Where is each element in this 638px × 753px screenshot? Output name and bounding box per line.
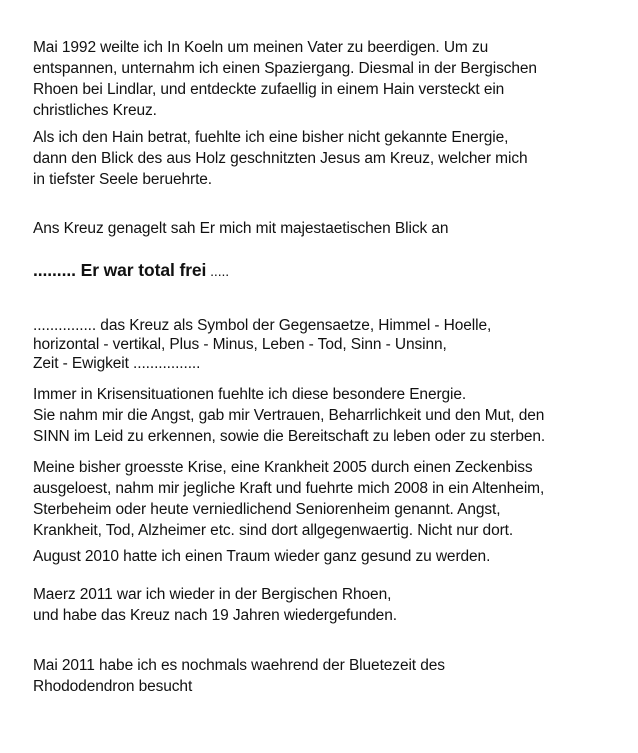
text-line: Ans Kreuz genagelt sah Er mich mit majestaetischen Blick an — [33, 220, 449, 237]
paragraph-8 — [33, 584, 397, 626]
text-line: Mai 1992 weilte ich In Koeln um meinen Vater zu beerdigen. Um zu — [33, 39, 489, 56]
paragraph-6 — [33, 457, 544, 541]
text-line: in tiefster Seele beruehrte. — [33, 171, 212, 188]
text-line: Sterbeheim oder heute verniedlichend Seniorenheim genannt. Angst, — [33, 501, 501, 518]
text-line: Sie nahm mir die Angst, gab mir Vertrauen, Beharrlichkeit und den Mut, den — [33, 407, 545, 424]
text-line: und habe das Kreuz nach 19 Jahren wiedergefunden. — [33, 607, 397, 624]
text-line: Immer in Krisensituationen fuehlte ich diese besondere Energie. — [33, 386, 467, 403]
text-line: Rhododendron besucht — [33, 678, 193, 695]
paragraph-4 — [33, 316, 491, 373]
highlight-statement — [33, 260, 229, 282]
text-line: Maerz 2011 war ich wieder in der Bergischen Rhoen, — [33, 586, 392, 603]
text-line: ............... das Kreuz als Symbol der Gegensaetze, Himmel - Hoelle, — [33, 317, 492, 334]
highlight-trail: ..... — [206, 263, 230, 279]
text-line: Mai 2011 habe ich es nochmals waehrend der Bluetezeit des — [33, 657, 445, 674]
paragraph-2 — [33, 127, 528, 190]
text-line: SINN im Leid zu erkennen, sowie die Bereitschaft zu leben oder zu sterben. — [33, 428, 546, 445]
text-line: Zeit - Ewigkeit ................ — [33, 355, 201, 372]
text-line: entspannen, unternahm ich einen Spaziergang. Diesmal in der Bergischen — [33, 60, 537, 77]
paragraph-3 — [33, 218, 448, 239]
text-line: ausgeloest, nahm mir jegliche Kraft und fuehrte mich 2008 in ein Altenheim, — [33, 480, 545, 497]
text-line: dann den Blick des aus Holz geschnitzten Jesus am Kreuz, welcher mich — [33, 150, 528, 167]
text-line: christliches Kreuz. — [33, 102, 157, 119]
paragraph-5 — [33, 384, 545, 447]
text-line: Als ich den Hain betrat, fuehlte ich eine bisher nicht gekannte Energie, — [33, 129, 509, 146]
highlight-main: ......... Er war total frei — [33, 260, 207, 280]
text-line: Krankheit, Tod, Alzheimer etc. sind dort allgegenwaertig. Nicht nur dort. — [33, 522, 514, 539]
paragraph-9 — [33, 655, 445, 697]
text-line: horizontal - vertikal, Plus - Minus, Leben - Tod, Sinn - Unsinn, — [33, 336, 447, 353]
text-line: Meine bisher groesste Krise, eine Krankheit 2005 durch einen Zeckenbiss — [33, 459, 533, 476]
text-line: August 2010 hatte ich einen Traum wieder ganz gesund zu werden. — [33, 548, 491, 565]
text-line: Rhoen bei Lindlar, und entdeckte zufaellig in einem Hain versteckt ein — [33, 81, 505, 98]
paragraph-7 — [33, 546, 490, 567]
paragraph-1 — [33, 37, 537, 121]
